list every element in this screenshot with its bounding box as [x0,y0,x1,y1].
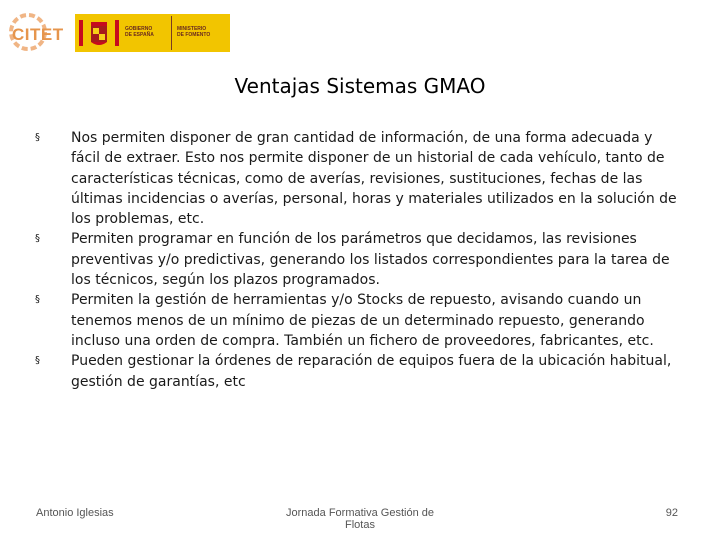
footer-page-number: 92 [665,507,678,519]
citet-wordmark: CITET [12,25,64,44]
bullet-item [35,128,685,229]
bullet-marker-icon: § [35,132,40,143]
slide-title: Ventajas Sistemas GMAO [234,74,486,98]
bullet-text: Permiten programar en función de los parámetros que decidamos, las revisiones preventivas y/o predictivas, generando los listados correspondientes para la tarea de los técnicos, según los plazos programados. [71,231,670,289]
spain-coat-of-arms-icon [79,18,119,48]
bullet-text: Pueden gestionar la órdenes de reparación de equipos fuera de la ubicación habitual, gestión de garantías, etc [71,353,672,390]
bullet-marker-icon: § [35,355,40,367]
bullet-text: Nos permiten disponer de gran cantidad de información, de una forma adecuada y fácil de extraer. Esto nos permite disponer de un historial de cada vehículo, tanto de características técnicas, como de averías, revisiones, sustituciones, fechas de las últimas incidencias o averías, personal, horas y materiales utilizados en la solución de los problemas, etc. [71,130,677,228]
logo-divider [171,16,172,50]
citet-logo [6,12,66,58]
gobierno-espana-label: GOBIERNO DE ESPAÑA [125,26,154,38]
bullet-item [35,290,685,351]
ministerio-fomento-label: MINISTERIO DE FOMENTO [177,26,211,38]
bullet-list [35,128,685,392]
bullet-marker-icon: § [35,294,40,306]
bullet-item [35,351,685,392]
footer-event: Jornada Formativa Gestión de Flotas [286,507,434,531]
bullet-text: Permiten la gestión de herramientas y/o Stocks de repuesto, avisando cuando un tenemos menos de un mínimo de piezas de un determinado repuesto, generando incluso una orden de compra. También un fichero de proveedores, fabricantes, etc. [71,292,654,349]
bullet-marker-icon: § [35,233,40,245]
footer-author: Antonio Iglesias [36,507,114,519]
bullet-item [35,229,685,290]
gobierno-espana-logo [75,14,230,52]
